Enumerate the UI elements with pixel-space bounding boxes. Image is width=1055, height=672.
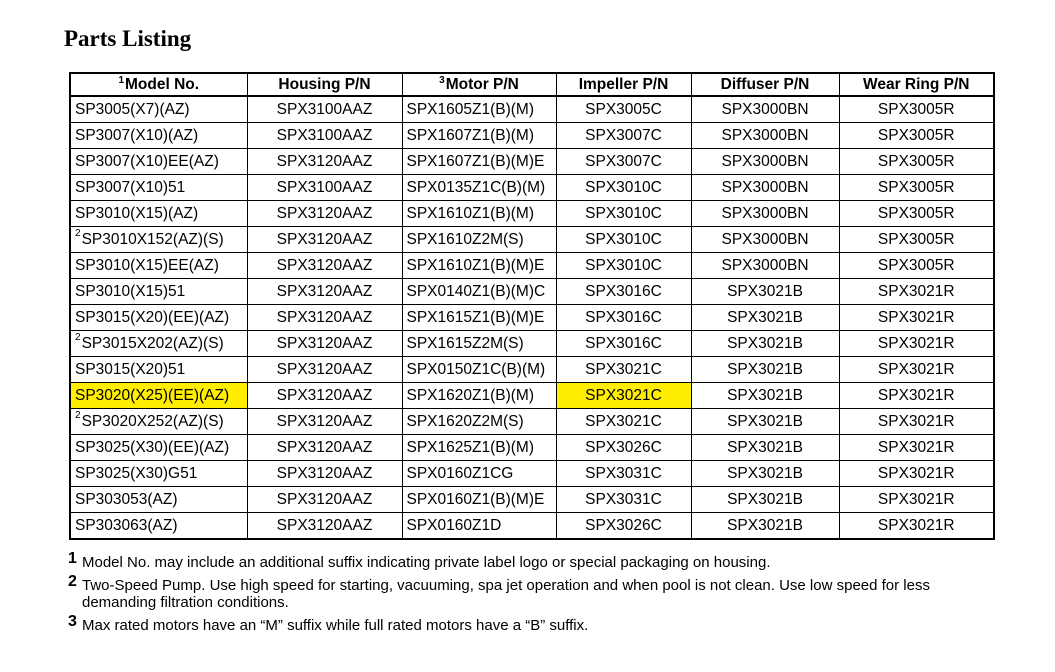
- table-row: [71, 175, 993, 201]
- cell-diffuser: [691, 149, 839, 175]
- cell-value: SPX3007C: [585, 127, 662, 144]
- cell-wear-ring: [839, 279, 993, 305]
- cell-housing: [247, 201, 402, 227]
- footnote-2: [68, 573, 968, 611]
- footnote-ref: 2: [75, 410, 81, 421]
- cell-value: SPX3016C: [585, 309, 662, 326]
- cell-motor: [402, 513, 556, 539]
- cell-motor: [402, 96, 556, 123]
- table-header-row: [71, 74, 993, 96]
- cell-value: SPX1610Z2M(S): [406, 231, 524, 248]
- footnote-text: Max rated motors have an “M” suffix while full rated motors have a “B” suffix.: [82, 617, 589, 634]
- table-row: [71, 253, 993, 279]
- cell-impeller: [556, 175, 691, 201]
- cell-model: [71, 513, 247, 539]
- cell-wear-ring: [839, 409, 993, 435]
- footnote-text: Two-Speed Pump. Use high speed for starting, vacuuming, spa jet operation and when pool is not clean. Use low speed for less demanding filtration conditions.: [82, 577, 930, 611]
- cell-model: [71, 435, 247, 461]
- header-housing: [247, 74, 402, 96]
- table-row: [71, 383, 993, 409]
- cell-value: SP3025(X30)G51: [75, 465, 198, 482]
- cell-value: SP3010(X15)EE(AZ): [75, 257, 219, 274]
- footnote-ref: 1: [118, 75, 124, 86]
- cell-value: SPX3005R: [877, 153, 955, 170]
- cell-housing: [247, 253, 402, 279]
- cell-wear-ring: [839, 461, 993, 487]
- cell-value: SPX3000BN: [721, 257, 809, 274]
- cell-value: SPX3000BN: [721, 153, 809, 170]
- cell-motor: [402, 383, 556, 409]
- table-row: [71, 435, 993, 461]
- header-impeller: [556, 74, 691, 96]
- cell-housing: [247, 227, 402, 253]
- cell-value: SPX3120AAZ: [276, 517, 373, 534]
- cell-value: SPX3005R: [877, 257, 955, 274]
- table-row: [71, 487, 993, 513]
- cell-wear-ring: [839, 123, 993, 149]
- cell-value: SPX3021R: [877, 413, 955, 430]
- cell-value: SPX3021C: [585, 361, 662, 378]
- cell-value: SPX3021B: [727, 465, 803, 482]
- cell-value: SP303053(AZ): [75, 491, 178, 508]
- cell-impeller: [556, 383, 691, 409]
- header-label: Wear Ring P/N: [862, 76, 970, 93]
- cell-diffuser: [691, 279, 839, 305]
- cell-value: SPX3021B: [727, 491, 803, 508]
- cell-value: SP3010(X15)(AZ): [75, 205, 199, 222]
- cell-value: SP303063(AZ): [75, 517, 178, 534]
- cell-value: SPX3021B: [727, 283, 803, 300]
- cell-model: [71, 305, 247, 331]
- cell-value: SPX3005R: [877, 205, 955, 222]
- cell-diffuser: [691, 96, 839, 123]
- cell-model: [71, 279, 247, 305]
- cell-value: SPX3031C: [585, 465, 662, 482]
- cell-housing: [247, 487, 402, 513]
- cell-housing: [247, 513, 402, 539]
- cell-motor: [402, 305, 556, 331]
- table-row: [71, 357, 993, 383]
- cell-value: SPX3100AAZ: [276, 127, 373, 144]
- cell-value: SPX3021R: [877, 439, 955, 456]
- parts-table-body: [71, 96, 993, 538]
- table-row: [71, 409, 993, 435]
- cell-value: SPX3031C: [585, 491, 662, 508]
- cell-value: SPX3010C: [585, 231, 662, 248]
- cell-housing: [247, 123, 402, 149]
- cell-value: SPX1625Z1(B)(M): [406, 439, 534, 456]
- cell-value: SPX3005R: [877, 101, 955, 118]
- cell-value: SPX0140Z1(B)(M)C: [406, 283, 546, 300]
- cell-value: SPX3021R: [877, 283, 955, 300]
- cell-wear-ring: [839, 435, 993, 461]
- cell-model: [71, 149, 247, 175]
- cell-value: SPX1620Z1(B)(M): [406, 387, 534, 404]
- cell-impeller: [556, 279, 691, 305]
- cell-impeller: [556, 331, 691, 357]
- cell-value: SPX1605Z1(B)(M): [406, 101, 534, 118]
- cell-value: SPX3021C: [585, 387, 662, 404]
- header-label: Housing P/N: [278, 76, 371, 93]
- cell-value: SPX3021C: [585, 413, 662, 430]
- cell-value: SPX3021B: [727, 387, 803, 404]
- cell-value: SPX3007C: [585, 153, 662, 170]
- cell-diffuser: [691, 357, 839, 383]
- cell-value: SPX1615Z1(B)(M)E: [406, 309, 545, 326]
- page-title: Parts Listing: [64, 26, 192, 51]
- cell-motor: [402, 149, 556, 175]
- cell-value: SPX3120AAZ: [276, 413, 373, 430]
- cell-value: SPX1610Z1(B)(M): [406, 205, 534, 222]
- header-label: Impeller P/N: [578, 76, 669, 93]
- table-row: [71, 513, 993, 539]
- cell-motor: [402, 357, 556, 383]
- header-motor: [402, 74, 556, 96]
- cell-value: SPX1607Z1(B)(M)E: [406, 153, 545, 170]
- cell-wear-ring: [839, 201, 993, 227]
- cell-diffuser: [691, 331, 839, 357]
- cell-wear-ring: [839, 149, 993, 175]
- cell-value: SPX3021R: [877, 491, 955, 508]
- footnote-3: [68, 613, 968, 634]
- table-row: [71, 227, 993, 253]
- cell-wear-ring: [839, 253, 993, 279]
- footnote-1: [68, 550, 968, 571]
- footnote-ref: 2: [75, 332, 81, 343]
- header-model: [71, 74, 247, 96]
- cell-diffuser: [691, 435, 839, 461]
- cell-value: SPX3016C: [585, 335, 662, 352]
- cell-housing: [247, 149, 402, 175]
- cell-value: SPX3005R: [877, 179, 955, 196]
- cell-value: SP3005(X7)(AZ): [75, 101, 190, 118]
- footnote-number: 3: [68, 613, 77, 630]
- table-row: [71, 201, 993, 227]
- cell-value: SPX3021B: [727, 335, 803, 352]
- cell-diffuser: [691, 123, 839, 149]
- cell-model: [71, 409, 247, 435]
- cell-diffuser: [691, 513, 839, 539]
- cell-impeller: [556, 435, 691, 461]
- cell-value: SPX3021R: [877, 387, 955, 404]
- cell-value: SPX3100AAZ: [276, 101, 373, 118]
- cell-impeller: [556, 305, 691, 331]
- table-row: [71, 305, 993, 331]
- cell-value: SPX3120AAZ: [276, 387, 373, 404]
- cell-model: [71, 461, 247, 487]
- cell-housing: [247, 331, 402, 357]
- cell-value: SPX3120AAZ: [276, 335, 373, 352]
- cell-value: SP3025(X30)(EE)(AZ): [75, 439, 230, 456]
- cell-value: SPX3021R: [877, 517, 955, 534]
- cell-value: SPX3120AAZ: [276, 439, 373, 456]
- cell-wear-ring: [839, 513, 993, 539]
- cell-value: SPX3120AAZ: [276, 465, 373, 482]
- cell-value: SPX3100AAZ: [276, 179, 373, 196]
- cell-value: SPX3026C: [585, 517, 662, 534]
- cell-model: [71, 357, 247, 383]
- cell-value: SPX3000BN: [721, 127, 809, 144]
- cell-impeller: [556, 357, 691, 383]
- cell-model: [71, 175, 247, 201]
- cell-value: SPX0135Z1C(B)(M): [406, 179, 546, 196]
- cell-value: SPX3120AAZ: [276, 205, 373, 222]
- footnote-number: 1: [68, 550, 77, 567]
- cell-value: SPX3120AAZ: [276, 153, 373, 170]
- header-label: Model No.: [125, 76, 200, 93]
- parts-table-frame: [69, 72, 995, 540]
- cell-impeller: [556, 123, 691, 149]
- cell-diffuser: [691, 487, 839, 513]
- cell-impeller: [556, 513, 691, 539]
- cell-value: SPX3120AAZ: [276, 309, 373, 326]
- cell-model: [71, 487, 247, 513]
- cell-diffuser: [691, 305, 839, 331]
- cell-impeller: [556, 227, 691, 253]
- cell-impeller: [556, 487, 691, 513]
- cell-motor: [402, 175, 556, 201]
- cell-value: SPX1607Z1(B)(M): [406, 127, 534, 144]
- cell-value: SP3020(X25)(EE)(AZ): [75, 387, 230, 404]
- cell-value: SPX0150Z1C(B)(M): [406, 361, 546, 378]
- cell-value: SPX3120AAZ: [276, 283, 373, 300]
- cell-value: SPX3021B: [727, 309, 803, 326]
- cell-value: SPX3021R: [877, 465, 955, 482]
- table-row: [71, 461, 993, 487]
- footnote-ref: 2: [75, 228, 81, 239]
- cell-value: SPX0160Z1D: [406, 517, 502, 534]
- cell-value: SPX3016C: [585, 283, 662, 300]
- cell-motor: [402, 487, 556, 513]
- cell-motor: [402, 461, 556, 487]
- cell-value: SPX3000BN: [721, 179, 809, 196]
- cell-value: SPX1610Z1(B)(M)E: [406, 257, 545, 274]
- cell-value: SPX3021R: [877, 309, 955, 326]
- cell-motor: [402, 279, 556, 305]
- cell-housing: [247, 305, 402, 331]
- cell-diffuser: [691, 253, 839, 279]
- cell-motor: [402, 253, 556, 279]
- cell-value: SPX3120AAZ: [276, 361, 373, 378]
- cell-wear-ring: [839, 175, 993, 201]
- header-label: Motor P/N: [445, 76, 519, 93]
- cell-wear-ring: [839, 227, 993, 253]
- cell-value: SP3015(X20)(EE)(AZ): [75, 309, 230, 326]
- cell-housing: [247, 175, 402, 201]
- cell-value: SPX3021B: [727, 439, 803, 456]
- cell-motor: [402, 201, 556, 227]
- cell-housing: [247, 279, 402, 305]
- cell-value: SPX3010C: [585, 205, 662, 222]
- cell-value: SPX1620Z2M(S): [406, 413, 524, 430]
- cell-motor: [402, 435, 556, 461]
- cell-diffuser: [691, 201, 839, 227]
- cell-impeller: [556, 253, 691, 279]
- cell-value: SPX0160Z1(B)(M)E: [406, 491, 545, 508]
- parts-table: [71, 74, 993, 538]
- cell-wear-ring: [839, 331, 993, 357]
- cell-value: SPX3120AAZ: [276, 231, 373, 248]
- cell-diffuser: [691, 227, 839, 253]
- cell-value: SP3007(X10)51: [75, 179, 186, 196]
- cell-motor: [402, 227, 556, 253]
- cell-value: SPX3000BN: [721, 205, 809, 222]
- cell-value: SP3007(X10)EE(AZ): [75, 153, 219, 170]
- cell-motor: [402, 123, 556, 149]
- cell-value: SPX3120AAZ: [276, 257, 373, 274]
- cell-housing: [247, 357, 402, 383]
- cell-impeller: [556, 201, 691, 227]
- cell-housing: [247, 96, 402, 123]
- cell-value: SPX3005C: [585, 101, 662, 118]
- header-diffuser: [691, 74, 839, 96]
- cell-model: [71, 123, 247, 149]
- cell-diffuser: [691, 383, 839, 409]
- cell-housing: [247, 409, 402, 435]
- cell-value: SPX1615Z2M(S): [406, 335, 524, 352]
- cell-wear-ring: [839, 487, 993, 513]
- cell-impeller: [556, 96, 691, 123]
- footnotes: [68, 550, 968, 640]
- cell-value: SPX3010C: [585, 179, 662, 196]
- cell-value: SPX3021B: [727, 517, 803, 534]
- cell-value: SP3010(X15)51: [75, 283, 186, 300]
- cell-model: [71, 227, 247, 253]
- cell-value: SP3015(X20)51: [75, 361, 186, 378]
- cell-value: SPX0160Z1CG: [406, 465, 514, 482]
- cell-model: [71, 383, 247, 409]
- cell-motor: [402, 331, 556, 357]
- cell-impeller: [556, 409, 691, 435]
- header-label: Diffuser P/N: [720, 76, 810, 93]
- header-wear-ring: [839, 74, 993, 96]
- cell-housing: [247, 435, 402, 461]
- cell-housing: [247, 383, 402, 409]
- cell-value: SPX3026C: [585, 439, 662, 456]
- cell-model: [71, 331, 247, 357]
- cell-value: SP3007(X10)(AZ): [75, 127, 199, 144]
- cell-value: SP3020X252(AZ)(S): [81, 413, 224, 430]
- cell-value: SP3010X152(AZ)(S): [81, 231, 224, 248]
- cell-diffuser: [691, 175, 839, 201]
- table-row: [71, 331, 993, 357]
- footnote-ref: 3: [439, 75, 445, 86]
- cell-model: [71, 201, 247, 227]
- table-row: [71, 149, 993, 175]
- cell-value: SPX3021B: [727, 361, 803, 378]
- footnote-text: Model No. may include an additional suffix indicating private label logo or special packaging on housing.: [82, 554, 771, 571]
- cell-wear-ring: [839, 305, 993, 331]
- footnote-number: 2: [68, 573, 77, 590]
- cell-diffuser: [691, 409, 839, 435]
- cell-value: SPX3021B: [727, 413, 803, 430]
- cell-housing: [247, 461, 402, 487]
- cell-wear-ring: [839, 383, 993, 409]
- cell-value: SPX3010C: [585, 257, 662, 274]
- cell-value: SP3015X202(AZ)(S): [81, 335, 224, 352]
- cell-motor: [402, 409, 556, 435]
- cell-value: SPX3005R: [877, 127, 955, 144]
- cell-value: SPX3021R: [877, 361, 955, 378]
- cell-value: SPX3000BN: [721, 101, 809, 118]
- cell-wear-ring: [839, 96, 993, 123]
- cell-model: [71, 253, 247, 279]
- cell-impeller: [556, 461, 691, 487]
- cell-impeller: [556, 149, 691, 175]
- cell-value: SPX3000BN: [721, 231, 809, 248]
- cell-value: SPX3120AAZ: [276, 491, 373, 508]
- cell-value: SPX3005R: [877, 231, 955, 248]
- table-row: [71, 96, 993, 123]
- cell-value: SPX3021R: [877, 335, 955, 352]
- cell-wear-ring: [839, 357, 993, 383]
- table-row: [71, 279, 993, 305]
- cell-diffuser: [691, 461, 839, 487]
- table-row: [71, 123, 993, 149]
- cell-model: [71, 96, 247, 123]
